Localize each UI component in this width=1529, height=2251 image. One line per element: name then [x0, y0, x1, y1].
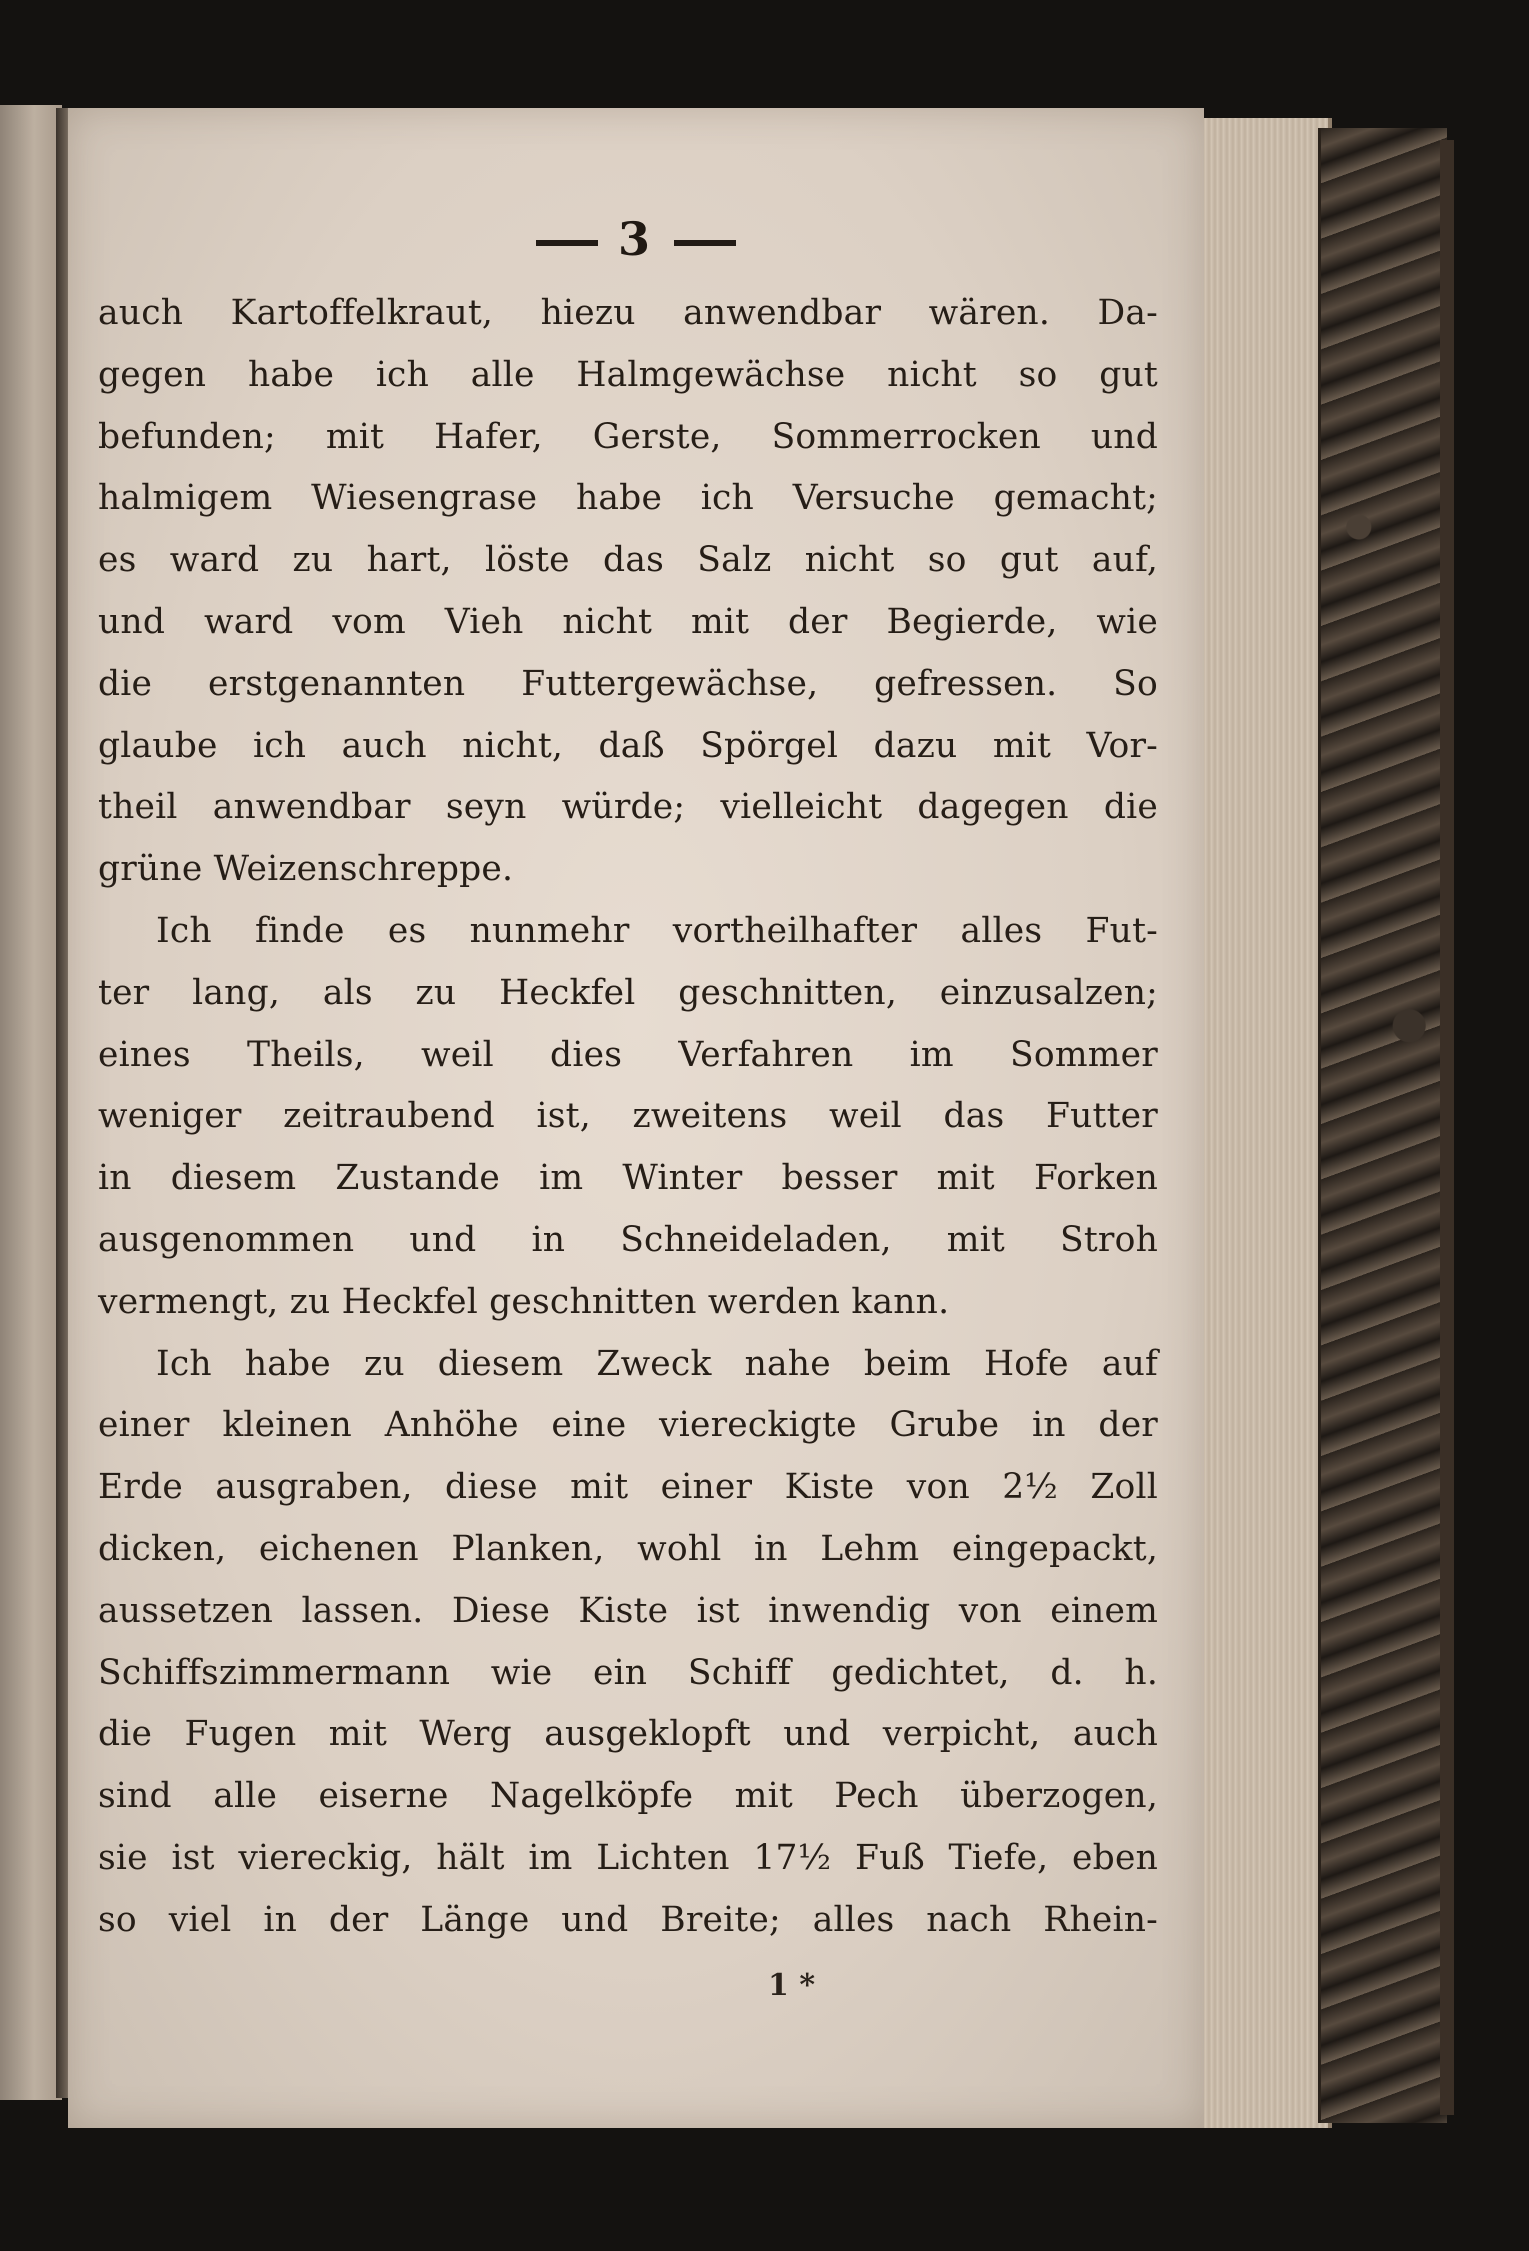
text-line: weniger zeitraubend ist, zweitens weil das Futter: [98, 1096, 1158, 1137]
text-line: theil anwendbar seyn würde; vielleicht dagegen die: [98, 787, 1158, 828]
text-line: Schiffszimmermann wie ein Schiff gedichtet, d. h.: [98, 1652, 1158, 1693]
header-dash-right: [674, 240, 736, 246]
text-line: sind alle eiserne Nagelköpfe mit Pech überzogen,: [98, 1776, 1158, 1817]
header-dash-left: [536, 240, 598, 246]
text-line: sie ist viereckig, hält im Lichten 17½ Fuß Tiefe, eben: [98, 1837, 1158, 1878]
text-line: ter lang, als zu Heckfel geschnitten, einzusalzen;: [98, 972, 1158, 1013]
text-line: glaube ich auch nicht, daß Spörgel dazu mit Vor-: [98, 725, 1158, 766]
book-cover: [1318, 128, 1447, 2123]
book-page: [68, 108, 1204, 2128]
text-line: befunden; mit Hafer, Gerste, Sommerrocken und: [98, 416, 1158, 457]
text-line: gegen habe ich alle Halmgewächse nicht so gut: [98, 354, 1158, 395]
text-line: und ward vom Vieh nicht mit der Begierde, wie: [98, 601, 1158, 642]
page-block-edge: [1200, 118, 1332, 2128]
text-line: so viel in der Länge und Breite; alles nach Rhein-: [98, 1899, 1158, 1940]
signature-mark: 1 *: [768, 1968, 816, 2003]
page-number: 3: [617, 212, 654, 266]
text-line: dicken, eichenen Planken, wohl in Lehm eingepackt,: [98, 1528, 1158, 1569]
text-line: vermengt, zu Heckfel geschnitten werden kann.: [98, 1281, 950, 1322]
text-line: in diesem Zustande im Winter besser mit Forken: [98, 1158, 1158, 1199]
text-line: auch Kartoffelkraut, hiezu anwendbar wären. Da-: [98, 293, 1158, 333]
cover-edge: [1440, 140, 1454, 2115]
text-line: halmigem Wiesengrase habe ich Versuche gemacht;: [98, 478, 1158, 519]
text-line: Ich finde es nunmehr vortheilhafter alles Fut-: [156, 910, 1158, 951]
text-line: ausgenommen und in Schneideladen, mit Stroh: [98, 1219, 1158, 1260]
text-line: die Fugen mit Werg ausgeklopft und verpicht, auch: [98, 1714, 1158, 1755]
previous-page-edge: [0, 105, 62, 2100]
page-header: [68, 212, 1204, 266]
text-line: grüne Weizenschreppe.: [98, 849, 514, 890]
text-line: Erde ausgraben, diese mit einer Kiste von 2½ Zoll: [98, 1467, 1158, 1508]
text-line: es ward zu hart, löste das Salz nicht so gut auf,: [98, 540, 1158, 581]
text-line: die erstgenannten Futtergewächse, gefressen. So: [98, 663, 1158, 704]
text-line: eines Theils, weil dies Verfahren im Sommer: [98, 1034, 1158, 1075]
text-line: aussetzen lassen. Diese Kiste ist inwendig von einem: [98, 1590, 1158, 1631]
text-line: Ich habe zu diesem Zweck nahe beim Hofe auf: [156, 1343, 1158, 1384]
text-line: einer kleinen Anhöhe eine viereckigte Grube in der: [98, 1405, 1158, 1446]
page-text: [98, 283, 1158, 1952]
